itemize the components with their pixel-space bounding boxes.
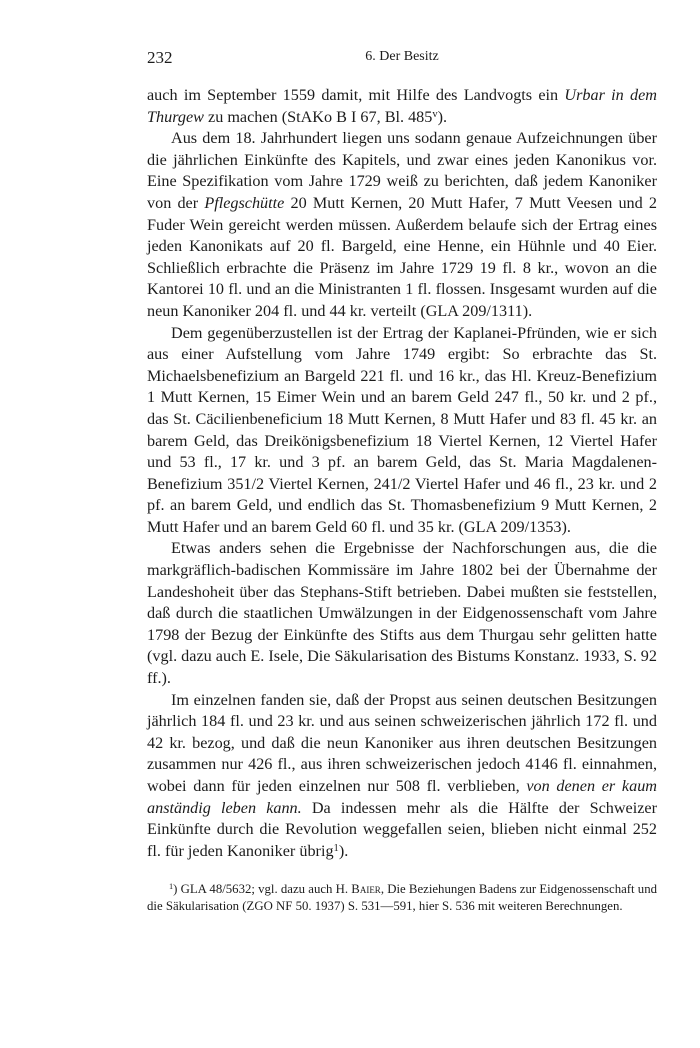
page-header	[147, 48, 657, 72]
running-head: 6. Der Besitz	[365, 49, 439, 64]
fraction: 1/2	[389, 474, 411, 493]
text-run: , Die Beziehungen Badens zur Eidgenossenschaft und die Säkularisation (ZGO NF 50. 1937) S. 531—591, hier S. 536 mit weiteren Berechnungen.	[147, 882, 657, 913]
text-run: zu machen (StAKo B I 67, Bl. 485	[203, 107, 433, 126]
text-run: auch im September 1559 damit, mit Hilfe des Landvogts ein	[147, 86, 565, 104]
italic-term: Pflegschütte	[204, 193, 285, 212]
text-run: ).	[437, 107, 448, 126]
paragraph-2	[147, 128, 657, 322]
text-run: Aus dem 18. Jahrhundert liegen uns sodann genaue Aufzeichnungen über die jährlichen Einkünfte des Kapitels, und zwar eines jeden Kanonikus vor. Eine Spezifikation vom Jahre 1729 weiß zu berichten, daß jedem Kanoniker von der	[147, 129, 657, 212]
text-run: Viertel Kernen, 24	[264, 474, 390, 493]
paragraph-3	[147, 323, 657, 539]
text-run: Viertel Hafer und 46 fl., 23 kr. und 2 pf. an barem Geld, und endlich das St. Thomasbenefizium 9 Mutt Kernen, 2 Mutt Hafer und an barem Geld 60 fl. und 35 kr. (GLA 209/1353).	[147, 474, 657, 536]
text-run: ).	[338, 841, 349, 860]
body-text	[147, 85, 657, 862]
italic-quote: von denen er kaum anständig leben kann.	[147, 777, 657, 817]
superscript: v	[432, 108, 438, 120]
text-run: 20 Mutt Kernen, 20 Mutt Hafer, 7 Mutt Veesen und 2 Fuder Wein gereicht werden müssen. Außerdem belaufe sich der Ertrag eines jeden Kanonikats auf 20 fl. Bargeld, eine Henne, ein Hühnle und 40 Eier. Schließlich erbrachte die Präsenz im Jahre 1729 19 fl. 8 kr., wovon an die Kantorei 10 fl. und an die Ministranten 1 fl. flossen. Insgesamt wurden auf die neun Kanoniker 204 fl. und 44 kr. verteilt (GLA 209/1311).	[147, 193, 658, 320]
fraction: 1/2	[243, 474, 265, 493]
text-run: Da indessen mehr als die Hälfte der Schweizer Einkünfte durch die Revolution weggefallen seien, blieben nicht einmal 252 fl. für jeden Kanoniker übrig	[147, 798, 657, 860]
paragraph-5	[147, 690, 657, 863]
footnotes	[147, 881, 657, 915]
footnote-marker: 1	[169, 881, 174, 891]
italic-title: Urbar in dem Thurgew	[147, 86, 657, 126]
footnote-reference: 1	[333, 842, 339, 854]
text-run: Dem gegenüberzustellen ist der Ertrag der Kaplanei-Pfründen, wie er sich aus einer Aufstellung vom Jahre 1749 ergibt: So erbrachte das St. Michaelsbenefizium an Bargeld 221 fl. und 16 kr., das Hl. Kreuz-Benefizium 1 Mutt Kernen, 15 Eimer Wein und an barem Geld 247 fl., 50 kr. und 2 pf., das St. Cäcilienbeneficium 18 Mutt Kernen, 8 Mutt Hafer und 83 fl. 45 kr. an barem Geld, das Dreikönigsbenefizium 18 Viertel Kernen, 12 Viertel Hafer und 53 fl., 17 kr. und 3 pf. an barem Geld, das St. Maria Magdalenen-Benefizium 35	[147, 323, 657, 493]
text-run: Im einzelnen fanden sie, daß der Propst aus seinen deutschen Besitzungen jährlich 184 fl. und 23 kr. und aus seinen schweizerischen jährlich 172 fl. und 42 kr. bezog, und daß die neun Kanoniker aus ihren deutschen Besitzungen zusammen nur 426 fl., aus ihren schweizerischen jedoch 4146 fl. einnahmen, wobei dann für jeden einzelnen nur 508 fl. verblieben,	[147, 690, 657, 795]
page-number: 232	[147, 48, 173, 67]
paragraph-4: Etwas anders sehen die Ergebnisse der Nachforschungen aus, die die markgräflich-badischen Kommissäre im Jahre 1802 bei der Übernahme der Landeshoheit über das Stephans-Stift betrieben. Dabei mußten sie feststellen, daß durch die staatlichen Umwälzungen in der Eidgenossenschaft vom Jahre 1798 der Bezug der Einkünfte des Stifts aus dem Thurgau sehr gelitten hatte (vgl. dazu auch E. Isele, Die Säkularisation des Bistums Konstanz. 1933, S. 92 ff.).	[147, 539, 657, 688]
paragraph-1	[147, 85, 657, 128]
text-run: ) GLA 48/5632; vgl. dazu auch H.	[173, 882, 352, 896]
author-name: Baier	[351, 882, 381, 896]
footnote-1	[147, 881, 657, 915]
